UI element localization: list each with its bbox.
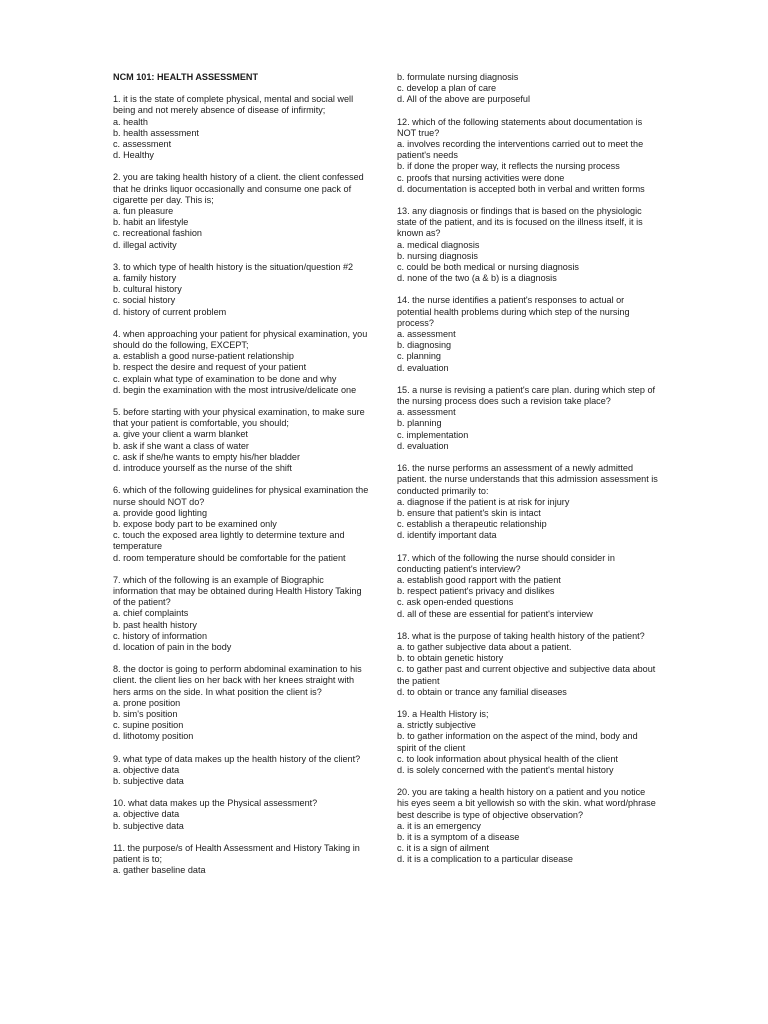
answer-option: d. introduce yourself as the nurse of the shift	[113, 463, 292, 474]
answer-option: a. give your client a warm blanket	[113, 429, 248, 440]
right-column	[397, 72, 659, 877]
answer-option: c. history of information	[113, 630, 208, 641]
left-column	[113, 72, 371, 887]
answer-option: c. implementation	[397, 429, 469, 440]
answer-option: a. medical diagnosis	[397, 239, 480, 250]
question-text: 9. what type of data makes up the health history of the client?	[113, 753, 361, 764]
answer-option: b. nursing diagnosis	[397, 250, 478, 261]
question-block	[113, 329, 371, 396]
answer-option: a. to gather subjective data about a patient.	[397, 641, 572, 652]
answer-option: d. identify important data	[397, 530, 497, 541]
answer-option: a. it is an emergency	[397, 820, 481, 831]
answer-option: d. location of pain in the body	[113, 641, 232, 652]
answer-option: d. is solely concerned with the patient's mental history	[397, 764, 614, 775]
answer-option: d. evaluation	[397, 440, 449, 451]
answer-option: d. documentation is accepted both in verbal and written forms	[397, 183, 645, 194]
question-text: 11. the purpose/s of Health Assessment and History Taking in patient is to;	[113, 842, 360, 864]
answer-option: b. if done the proper way, it reflects the nursing process	[397, 161, 620, 172]
question-text: 13. any diagnosis or findings that is based on the physiologic state of the patient, and its is focused on the illness itself, it is known as?	[397, 206, 643, 239]
answer-option: d. none of the two (a & b) is a diagnosis	[397, 273, 557, 284]
question-block	[113, 754, 371, 788]
question-11-continuation	[397, 72, 659, 106]
answer-option: c. social history	[113, 295, 176, 306]
answer-option: b. to obtain genetic history	[397, 653, 504, 664]
answer-option: b. ask if she want a class of water	[113, 440, 249, 451]
question-text: 5. before starting with your physical examination, to make sure that your patient is comfortable, you should;	[113, 407, 365, 429]
answer-option: a. objective data	[113, 809, 180, 820]
answer-option: b. subjective data	[113, 775, 184, 786]
question-block	[113, 407, 371, 474]
answer-option: a. fun pleasure	[113, 206, 174, 217]
question-block	[113, 843, 371, 877]
question-block	[397, 206, 659, 284]
question-block	[397, 709, 659, 776]
answer-option: d. illegal activity	[113, 239, 177, 250]
question-block	[397, 787, 659, 865]
right-question-list	[397, 117, 659, 866]
answer-option: a. provide good lighting	[113, 507, 208, 518]
answer-option: b. past health history	[113, 619, 197, 630]
answer-option: c. proofs that nursing activities were done	[397, 172, 565, 183]
answer-option: b. diagnosing	[397, 340, 452, 351]
answer-option: d. history of current problem	[113, 306, 227, 317]
question-block	[397, 553, 659, 620]
answer-option: b. planning	[397, 418, 442, 429]
answer-option: d. lithotomy position	[113, 731, 194, 742]
question-text: 15. a nurse is revising a patient's care plan. during which step of the nursing process does such a revision take place?	[397, 384, 656, 407]
question-text: 4. when approaching your patient for physical examination, you should do the following, EXCEPT;	[113, 328, 368, 351]
answer-option: a. diagnose if the patient is at risk for injury	[397, 496, 570, 507]
answer-option: b. respect patient's privacy and dislikes	[397, 586, 555, 597]
answer-option: a. prone position	[113, 697, 181, 708]
answer-option: a. chief complaints	[113, 608, 189, 619]
answer-option: b. ensure that patient's skin is intact	[397, 507, 541, 518]
answer-option: c. supine position	[113, 720, 184, 731]
answer-option: b. sim's position	[113, 708, 178, 719]
answer-option: c. to look information about physical health of the client	[397, 753, 618, 764]
question-text: 10. what data makes up the Physical assessment?	[113, 798, 318, 809]
question-block	[113, 664, 371, 742]
answer-option: a. involves recording the interventions carried out to meet the patient's needs	[397, 139, 644, 161]
answer-option: b. cultural history	[113, 284, 182, 295]
answer-option: a. strictly subjective	[397, 720, 476, 731]
answer-option: c. ask open-ended questions	[397, 597, 514, 608]
answer-option: b. expose body part to be examined only	[113, 518, 277, 529]
answer-option: b. formulate nursing diagnosis	[397, 72, 519, 82]
answer-option: c. ask if she/he wants to empty his/her bladder	[113, 451, 301, 462]
answer-option: c. it is a sign of ailment	[397, 843, 489, 854]
answer-option: d. all of these are essential for patient's interview	[397, 608, 593, 619]
answer-option: b. it is a symptom of a disease	[397, 831, 520, 842]
answer-option: b. subjective data	[113, 820, 184, 831]
answer-option: b. habit an lifestyle	[113, 217, 189, 228]
question-block	[113, 575, 371, 653]
answer-option: a. establish a good nurse-patient relationship	[113, 351, 294, 362]
answer-option: a. assessment	[397, 329, 456, 340]
answer-option: d. evaluation	[397, 362, 449, 373]
question-text: 20. you are taking a health history on a patient and you notice his eyes seem a bit yellowish so with the skin. what word/phrase best describe is type of objective observation?	[397, 787, 656, 820]
answer-option: d. begin the examination with the most intrusive/delicate one	[113, 384, 357, 395]
answer-option: c. develop a plan of care	[397, 83, 497, 94]
answer-option: d. All of the above are purposeful	[397, 94, 530, 105]
question-text: 7. which of the following is an example of Biographic information that may be obtained during Health History Taking of the patient?	[113, 574, 362, 608]
question-block	[397, 463, 659, 541]
question-block	[397, 631, 659, 698]
question-text: 1. it is the state of complete physical, mental and social well being and not merely absence of disease of infirmity;	[113, 94, 354, 116]
question-text: 6. which of the following guidelines for physical examination the nurse should NOT do?	[113, 485, 369, 507]
question-text: 12. which of the following statements about documentation is NOT true?	[397, 116, 643, 138]
answer-option: a. establish good rapport with the patient	[397, 574, 561, 585]
answer-option: a. objective data	[113, 764, 180, 775]
question-block	[113, 94, 371, 161]
question-block	[397, 117, 659, 195]
answer-option: c. recreational fashion	[113, 228, 202, 239]
answer-option: a. health	[113, 116, 148, 127]
question-text: 18. what is the purpose of taking health history of the patient?	[397, 630, 645, 641]
page-title: NCM 101: HEALTH ASSESSMENT	[113, 72, 259, 82]
question-text: 17. which of the following the nurse should consider in conducting patient's interview?	[397, 552, 615, 574]
left-question-list	[113, 94, 371, 876]
answer-option: b. health assessment	[113, 127, 199, 138]
answer-option: d. room temperature should be comfortable for the patient	[113, 552, 346, 563]
answer-option: a. assessment	[397, 407, 456, 418]
answer-option: b. respect the desire and request of your patient	[113, 362, 307, 373]
question-block	[397, 295, 659, 373]
question-text: 2. you are taking health history of a client. the client confessed that he drinks liquor occasionally and consume one pack of cigarette per day. This is;	[113, 172, 364, 205]
question-block	[113, 798, 371, 832]
answer-option: c. assessment	[113, 139, 172, 150]
question-block	[113, 485, 371, 563]
answer-option: a. gather baseline data	[113, 865, 206, 876]
answer-option: c. explain what type of examination to be done and why	[113, 373, 337, 384]
answer-option: d. to obtain or trance any familial diseases	[397, 686, 567, 697]
question-text: 3. to which type of health history is the situation/question #2	[113, 261, 354, 272]
question-text: 14. the nurse identifies a patient's responses to actual or potential health problems during which step of the nursing process?	[397, 295, 630, 328]
answer-option: c. touch the exposed area lightly to determine texture and temperature	[113, 530, 345, 552]
answer-option: c. planning	[397, 351, 441, 362]
answer-option: c. to gather past and current objective and subjective data about the patient	[397, 664, 656, 686]
question-block	[113, 262, 371, 318]
question-text: 8. the doctor is going to perform abdominal examination to his client. the client lies on her back with her knees straight with hers arms on the side. In what position the client is?	[113, 664, 362, 697]
answer-option: c. establish a therapeutic relationship	[397, 519, 547, 530]
question-text: 16. the nurse performs an assessment of a newly admitted patient. the nurse understands that this admission assessment is conducted primarily to:	[397, 463, 658, 496]
answer-option: d. it is a complication to a particular disease	[397, 854, 573, 865]
question-block	[397, 385, 659, 452]
answer-option: b. to gather information on the aspect of the mind, body and spirit of the client	[397, 731, 638, 753]
answer-option: c. could be both medical or nursing diagnosis	[397, 262, 579, 273]
answer-option: a. family history	[113, 273, 177, 284]
question-block	[113, 172, 371, 250]
answer-option: d. Healthy	[113, 150, 154, 161]
question-text: 19. a Health History is;	[397, 708, 489, 719]
